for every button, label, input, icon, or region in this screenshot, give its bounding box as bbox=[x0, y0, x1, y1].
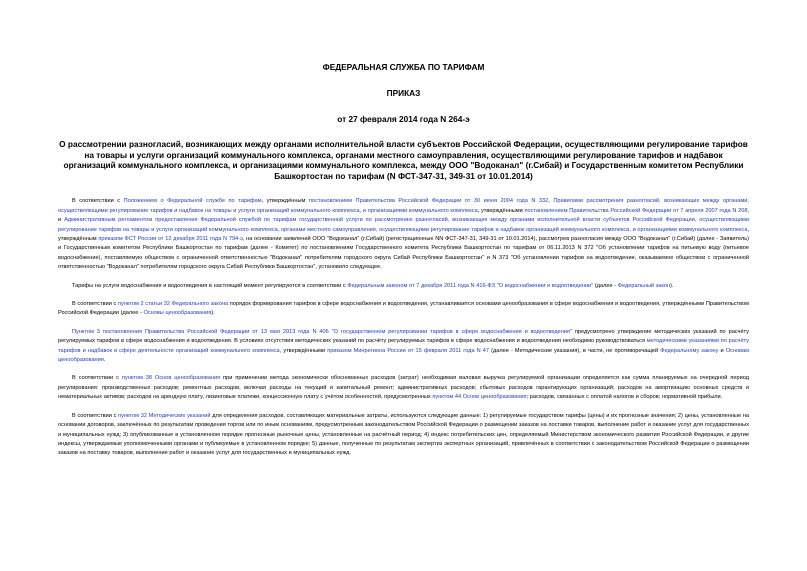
document-title: О рассмотрении разногласий, возникающих между органами исполнительной власти субъектов Российской Федерации, осуществляющими регулирование тарифов на товары и услуги организаций коммунального комплекса, органами местного самоуправления, осуществляющими регулирование тарифов и надбавок организаций коммунального комплекса, и организациями коммунального комплекса, между ООО "Водоканал" (г.Сибай) и Государственным комитетом Республики Башкортостан по тарифам (N ФСТ-347-31, 349-31 от 10.01.2014) bbox=[59, 139, 748, 181]
link-federal-law[interactable]: Федеральному закону bbox=[660, 347, 719, 354]
text: (далее - bbox=[593, 282, 618, 289]
paragraph-4 bbox=[58, 328, 749, 366]
link-point-38[interactable]: пунктом 38 Основ ценообразования bbox=[121, 375, 221, 382]
link-pricing-basics[interactable]: Основам ценообразования bbox=[58, 347, 750, 364]
text: В соответствии с bbox=[72, 412, 119, 419]
text: , утверждёнными bbox=[279, 347, 328, 354]
link-government-decree-332[interactable]: постановлением Правительства Российской Федерации от 30 июня 2004 года N 332 bbox=[308, 198, 549, 205]
link-point-32-guidelines[interactable]: пунктом 32 Методических указаний bbox=[118, 412, 211, 419]
link-admin-regulation[interactable]: Административным регламентом предоставления Федеральной службой по тарифам государственной услуги по рассмотрению разногласий, возникающих между органами исполнительной власти субъектов Российской Федерации, осуществляющими регулирование тарифов на товары и услуги организаций коммунального комплекса, органами местного самоуправления, осуществляющими регулирование тарифов и надбавок организаций коммунального комплекса, и организациями коммунального комплекса bbox=[58, 217, 749, 233]
text: В соответствии с bbox=[72, 198, 124, 205]
link-methodical-guidelines[interactable]: методическими указаниями по расчёту тарифов и надбавок в сфере деятельности организаций коммунального комплекса bbox=[58, 338, 749, 354]
text: для определения расходов, составляющих материальные затраты, используются следующие данные: 1) регулируемые государством тарифы (цены) и их прогнозные значения; 2) цены, установленные на основании договоров, заключённых по результатам проведения торгов или по иным основаниям, предусмотренным законодательством Российской Федерации о размещении заказов на поставки товаров, выполнение работ и оказание услуг для государственных и муниципальных нужд; 3) опубликованные в установленном порядке прогнозные рыночные цены, установленные на расчётный период; 4) индекс потребительских цен, определяемый Министерством экономического развития Российской Федерации, и другие индексы, утверждаемые уполномоченными органами и публикуемые в установленном порядке; 5) данные, полученные по результатам экспертиз экспертных организаций, привлечённых в соответствии с законодательством Российской Федерации о размещении заказов на поставку товаров, выполнение работ и оказание услуг для государственных и муниципальных нужд. bbox=[58, 412, 749, 457]
text: Тарифы на услуги водоснабжения и водоотведения в настоящий момент регулируются в соответствии с bbox=[72, 282, 348, 289]
link-fst-regulation[interactable]: Положением о Федеральной службе по тарифам bbox=[123, 198, 262, 205]
link-government-decree-406[interactable]: Пунктом 3 постановления Правительства Российской Федерации от 13 мая 2013 года N 406 "О государственном регулировании тарифов в сфере водоснабжения и водоотведения" bbox=[72, 328, 572, 335]
text: , bbox=[548, 198, 554, 205]
text: , и bbox=[58, 207, 750, 224]
text: , на основании заявлений ООО "Водоканал" (г.Сибай) (регистрационные NN ФСТ-347-31, 349-31 от 10.01.2014), рассмотрев разногласия между ООО "Водоканал" (г.Сибай) (далее - Заявитель) и Государственным комитетом Республики Башкортостан по тарифам (далее - Комитет) по постановлениям Государственного комитета Республики Башкортостан по тарифам от 06.11.2013 N 372 "Об установлении тарифов на питьевую воду (питьевое водоснабжение), поставляемую обществом с ограниченной ответственностью "Водоканал" потребителям городского округа Сибай Республики Башкортостан" и N 373 "Об установлении тарифов на водоотведение, оказываемое обществом с ограниченной ответственностью "Водоканал" потребителям городского округа Сибай Республики Башкортостан", установило следующее. bbox=[58, 236, 750, 271]
text: порядок формирования тарифов в сфере водоснабжения и водоотведения, устанавливается основами ценообразования в сфере водоснабжения и водоотведения, утверждёнными Правительством Российской Федерации (далее - bbox=[58, 301, 749, 317]
link-point-44[interactable]: пунктом 44 Основ ценообразования bbox=[432, 394, 527, 401]
paragraph-6 bbox=[58, 412, 749, 459]
text: . bbox=[103, 357, 106, 364]
paragraph-5 bbox=[58, 374, 749, 402]
link-dispute-rules[interactable]: Правилами рассмотрения разногласий, возникающих между органами, осуществляющими регулирование тарифов и надбавок на товары и услуги организаций коммунального комплекса, и организациями коммунального комплекса bbox=[58, 198, 749, 214]
text: В соответствии с bbox=[72, 301, 118, 308]
text: ). bbox=[670, 282, 674, 289]
text: (далее - Методические указания), в части, не противоречащей bbox=[489, 347, 661, 354]
link-government-decree-208[interactable]: постановлением Правительства Российской Федерации от 7 апреля 2007 года N 208 bbox=[524, 207, 748, 214]
text: , утверждённым bbox=[58, 226, 749, 242]
link-fst-order-794[interactable]: приказом ФСТ России от 12 декабря 2011 года N 794-э bbox=[98, 236, 243, 242]
text: ). bbox=[211, 310, 215, 317]
link-federal-law[interactable]: Федеральный закон bbox=[617, 282, 671, 289]
text: и bbox=[718, 347, 726, 354]
agency-name: ФЕДЕРАЛЬНАЯ СЛУЖБА ПО ТАРИФАМ bbox=[322, 62, 485, 72]
paragraph-1 bbox=[58, 197, 749, 272]
link-federal-law-416[interactable]: Федеральным законом от 7 декабря 2011 года N 416-ФЗ "О водоснабжении и водоотведении" bbox=[347, 282, 594, 289]
text: , утверждённым bbox=[261, 198, 309, 205]
paragraph-3 bbox=[58, 300, 749, 319]
text: ; расходов, связанных с оплатой налогов и сборов; нормативной прибыли. bbox=[526, 394, 723, 401]
text: В соответствии с bbox=[72, 375, 122, 382]
document-type: ПРИКАЗ bbox=[386, 88, 421, 98]
text: предусмотрено утверждение методических указаний по расчёту регулируемых тарифов в сфере водоснабжения и водоотведения. В условиях отсутствия методических указаний по расчёту регулируемых тарифов в сфере водоснабжения и водоотведения необходимо руководствоваться bbox=[58, 328, 749, 345]
link-article-32[interactable]: пунктом 2 статьи 32 Федерального закона bbox=[117, 301, 229, 308]
link-minregion-order-47[interactable]: приказом Минрегиона России от 15 февраля 2011 года N 47 bbox=[327, 347, 490, 354]
paragraph-2 bbox=[58, 282, 749, 291]
document-date-number: от 27 февраля 2014 года N 264-э bbox=[337, 114, 470, 124]
link-pricing-basics[interactable]: Основы ценообразования bbox=[143, 310, 212, 317]
text: , утверждёнными bbox=[477, 207, 525, 214]
text: при применении метода экономически обоснованных расходов (затрат) необходимая валовая выручка регулируемой организации определяется как сумма планируемых на очередной период регулирования: производственных расходов; ремонтных расходов, включая расходы на текущий и капитальный ремонт; административных расходов; сбытовых расходов гарантирующих организаций; расходов на амортизацию основных средств и нематериальных активов; расходов на арендную плату, лизинговые платежи, концессионную плату с учётом особенностей, предусмотренных bbox=[58, 375, 749, 401]
